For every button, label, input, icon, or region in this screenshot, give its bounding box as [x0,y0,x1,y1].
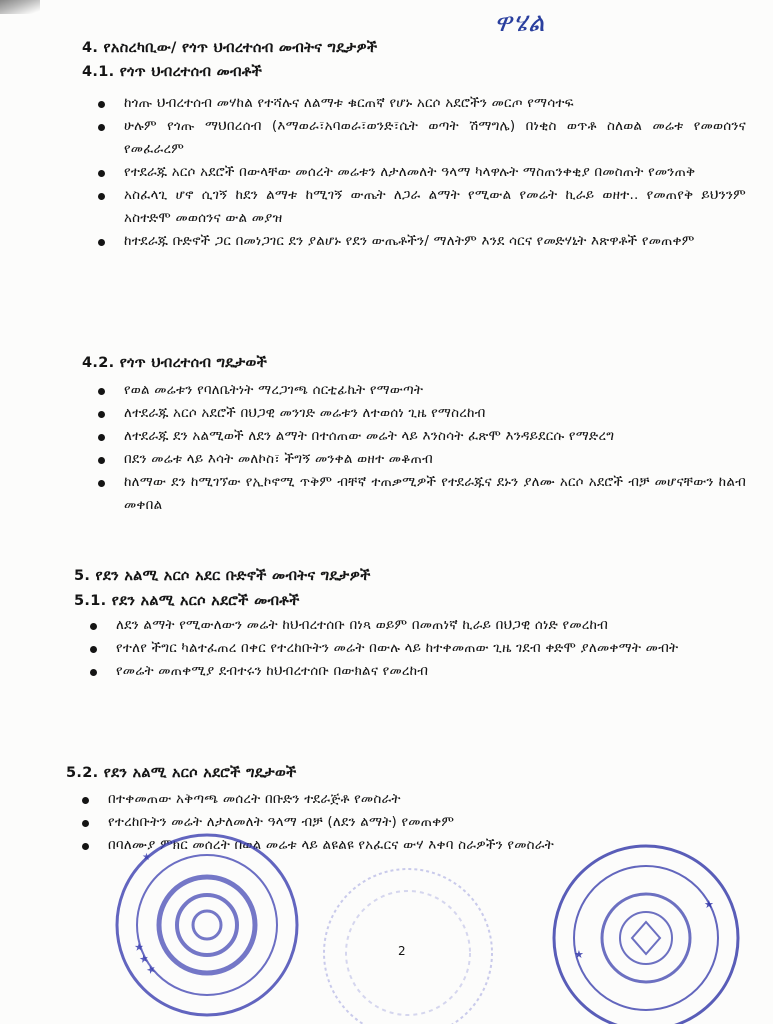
bullet-dot-icon [90,669,97,676]
stamp-left [112,830,302,1020]
list-item: ለደን ልማት የሚውለውን መሬት ከህብረተሰቡ በነጻ ወይም በመጠነኛ ኪራይ በህጋዊ ሰነድ የመረከብ [88,614,738,637]
svg-text:★: ★ [142,852,151,863]
section-5-heading: 5. የደን አልሚ አርሶ አደር ቡድኖች መብትና ግዴታዎች [74,568,371,584]
section-4-1-list [96,92,746,253]
scan-smudge [0,0,40,14]
handwritten-mark: ዋሄል [494,8,546,38]
svg-text:★: ★ [704,898,714,911]
bullet-dot-icon [98,457,105,464]
bullet-dot-icon [82,797,89,804]
section-5-2-heading: 5.2. የደን አልሚ አርሶ አደሮች ግዴታወች [66,765,297,781]
list-item: በተቀመጠው አቅጣጫ መሰረት በቡድን ተደራጅቶ የመስራት [80,788,730,811]
list-item: የተደራጁ አርሶ አደሮች በውላቸው መሰረት መሬቱን ለታለመለት ዓላማ ካላዋሉት ማስጠንቀቂያ በመስጠት የመንጠቅ [96,161,746,184]
bullet-dot-icon [98,193,105,200]
list-item: የወል መሬቱን የባለቤትነት ማረጋገጫ ሰርቲፊኬት የማውጣት [96,379,746,402]
list-item: ለተደራጁ ደን አልሚወች ለደን ልማት በተሰጠው መሬት ላይ እንስሳት ፈጽሞ እንዳይደርሱ የማድረግ [96,425,746,448]
bullet-dot-icon [90,646,97,653]
section-5-2-list [80,788,730,857]
section-5-1-list [88,614,738,683]
bullet-dot-icon [98,239,105,246]
svg-text:★: ★ [574,948,584,961]
section-5-1-heading: 5.1. የደን አልሚ አርሶ አደሮች መብቶች [74,593,300,609]
svg-text:★ ★ ★: ★ ★ ★ [131,940,160,978]
bullet-dot-icon [82,820,89,827]
section-4-heading: 4. የአስረካቢው/ የጎጥ ህብረተሰብ መብትና ግዴታዎች [82,40,378,56]
list-item: አስፈላጊ ሆኖ ሲገኝ ከደን ልማቱ ከሚገኝ ውጤት ለጋራ ልማት የሚውል የመሬት ኪራይ ወዘተ.. የመጠየቅ ይህንንም አስተድሞ መወሰንና ውል መያዝ [96,184,746,230]
page-number: 2 [398,944,406,958]
list-item: የመሬት መጠቀሚያ ደብተሩን ከህብረተሰቡ በውክልና የመረከብ [88,660,738,683]
seal-icon [318,858,498,1024]
bullet-dot-icon [98,411,105,418]
bullet-dot-icon [82,843,89,850]
list-item: የተረከቡትን መሬት ለታለመለት ዓላማ ብቻ (ለደን ልማት) የመጠቀም [80,811,730,834]
stamp-center [318,858,498,1024]
section-4-2-heading: 4.2. የጎጥ ህብረተሰብ ግዴታወች [82,355,268,371]
list-item: ከለማው ደን ከሚገኘው የኢኮኖሚ ጥቅም ብቸኛ ተጠቃሚዎች የተደራጁና ደኑን ያለሙ አርሶ አደሮች ብቻ መሆናቸውን ከልብ መቀበል [96,471,746,517]
list-item: የተለየ ችግር ካልተፈጠረ በቀር የተረከቡትን መሬት በውሉ ላይ ከተቀመጠው ጊዜ ገደብ ቀድሞ ያለመቀማት መብት [88,637,738,660]
section-4-2-list [96,379,746,517]
bullet-dot-icon [98,434,105,441]
list-item: በባለሙያ ምክር መሰረት በወል መሬቱ ላይ ልዩልዩ የአፈርና ውሃ እቀባ ስራዎችን የመስራት [80,834,730,857]
seal-icon [112,830,302,1020]
list-item: ከተደራጁ ቡድኖች ጋር በመነጋገር ደን ያልሆኑ የደን ውጤቶችን/ ማለትም እንደ ሳርና የመድሃኒት እጽዋቶች የመጠቀም [96,230,746,253]
stamp-right [546,838,746,1024]
list-item: ሁሉም የጎጡ ማህበረሰብ (እማወራ፣አባወራ፣ወንድ፣ሴት ወጣት ሽማግሌ) በነቂስ ወጥቶ ስለወል መሬቱ የመወሰንና የመፈራረም [96,115,746,161]
list-item: ለተደራጁ አርሶ አደሮች በህጋዊ መንገድ መሬቱን ለተወሰነ ጊዜ የማስረከብ [96,402,746,425]
section-4-1-heading: 4.1. የጎጥ ህብረተሰብ መብቶች [82,64,263,80]
list-item: ከጎጡ ህብረተሰብ መሃከል የተሻሉና ለልማቱ ቁርጠኛ የሆኑ አርሶ አደሮችን መርጦ የማሳተፍ [96,92,746,115]
seal-icon [546,838,746,1024]
bullet-dot-icon [98,124,105,131]
bullet-dot-icon [98,388,105,395]
bullet-dot-icon [98,480,105,487]
bullet-dot-icon [90,623,97,630]
bullet-dot-icon [98,101,105,108]
bullet-dot-icon [98,170,105,177]
list-item: በደን መሬቱ ላይ እሳት መለኮስ፣ ችግኝ መንቀል ወዘተ መቆጠብ [96,448,746,471]
